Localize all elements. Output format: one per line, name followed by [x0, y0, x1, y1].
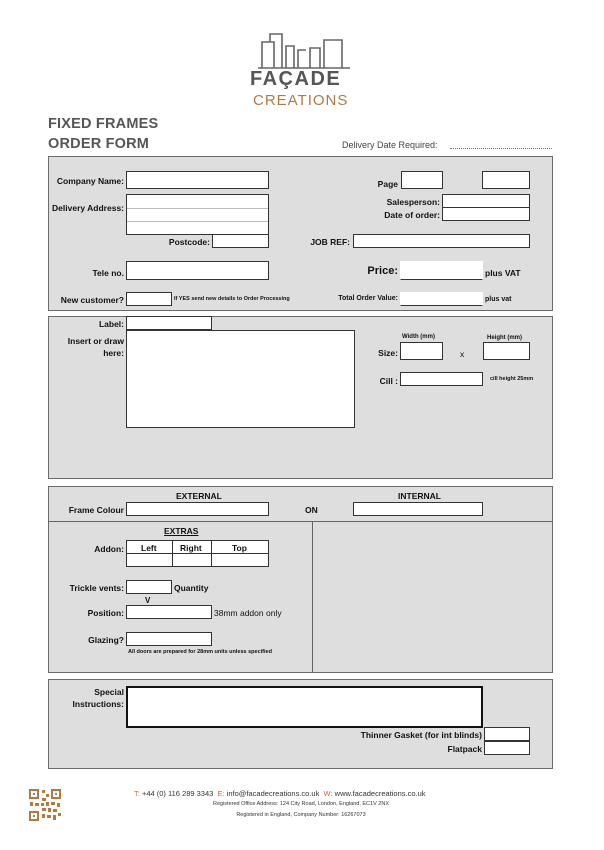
new-customer-input[interactable] — [126, 292, 172, 306]
company-name-label: Company Name: — [56, 176, 124, 186]
page-label: Page — [377, 179, 398, 189]
insert-draw-label-2: here: — [103, 348, 124, 358]
height-label: Height (mm) — [487, 335, 522, 341]
position-input[interactable] — [126, 605, 212, 619]
delivery-date-field[interactable] — [450, 148, 552, 149]
thinner-gasket-input[interactable] — [484, 727, 530, 741]
addon-right-label: Right — [180, 543, 202, 553]
external-colour-input[interactable] — [126, 502, 269, 516]
web-key: W: — [323, 789, 333, 798]
email-value[interactable]: info@facadecreations.co.uk — [226, 789, 320, 798]
addon-top-label: Top — [232, 543, 247, 553]
postcode-label: Postcode: — [168, 237, 210, 247]
page-input[interactable] — [401, 171, 443, 189]
address-line-2 — [127, 221, 268, 222]
addon-label: Addon: — [94, 544, 124, 554]
v-label: V — [145, 596, 151, 605]
glazing-label: Glazing? — [88, 635, 124, 645]
label-label: Label: — [98, 319, 124, 329]
frame-colour-label: Frame Colour — [68, 505, 124, 515]
date-of-order-input[interactable] — [442, 207, 530, 221]
section3-header-divider — [48, 521, 553, 522]
internal-heading: INTERNAL — [398, 491, 441, 501]
cill-label: Cill : — [379, 376, 398, 386]
insert-draw-label-1: Insert or draw — [67, 336, 124, 346]
addon-right-input[interactable] — [172, 553, 212, 567]
phone-key: T: — [134, 789, 140, 798]
tele-no-label: Tele no. — [92, 268, 124, 278]
times-label: x — [460, 349, 465, 359]
price-label: Price: — [367, 265, 398, 277]
special-instructions-input[interactable] — [126, 686, 483, 728]
logo-skyline-icon — [258, 30, 350, 70]
total-order-value-input[interactable] — [400, 292, 483, 306]
postcode-input[interactable] — [212, 234, 269, 248]
salesperson-input[interactable] — [442, 194, 530, 208]
email-key: E: — [217, 789, 225, 798]
special-instructions-label-1: Special — [94, 687, 124, 697]
brand-subtitle: CREATIONS — [253, 92, 349, 109]
address-line-1 — [127, 208, 268, 209]
date-of-order-label: Date of order: — [384, 210, 440, 220]
new-customer-label: New customer? — [60, 295, 124, 305]
plus-vat-lower-label: plus vat — [485, 296, 512, 303]
job-ref-input[interactable] — [353, 234, 530, 248]
plus-vat-label: plus VAT — [485, 268, 521, 278]
extras-heading: EXTRAS — [164, 526, 199, 536]
trickle-vents-input[interactable] — [126, 580, 172, 594]
page-of-input[interactable] — [482, 171, 530, 189]
special-instructions-label-2: Instructions: — [72, 699, 124, 709]
quantity-label: Quantity — [174, 583, 209, 593]
delivery-address-input[interactable] — [126, 194, 269, 235]
footer-contact-line — [134, 789, 426, 798]
phone-value: +44 (0) 116 289 3343 — [141, 789, 214, 798]
footer-company-number: Registered in England, Company Number: 16267073 — [236, 812, 366, 818]
qr-code-icon — [28, 788, 62, 822]
addon-top-input[interactable] — [211, 553, 269, 567]
on-label: ON — [305, 505, 318, 515]
width-input[interactable] — [400, 342, 443, 360]
tele-no-input[interactable] — [126, 261, 269, 280]
brand-name: FAÇADE — [250, 68, 342, 90]
trickle-vents-label: Trickle vents: — [69, 583, 124, 593]
size-label: Size: — [378, 348, 398, 358]
company-name-input[interactable] — [126, 171, 269, 189]
internal-colour-input[interactable] — [353, 502, 483, 516]
label-input[interactable] — [126, 316, 212, 330]
form-title-line2: ORDER FORM — [48, 136, 150, 152]
glazing-input[interactable] — [126, 632, 212, 646]
addon-left-input[interactable] — [126, 553, 173, 567]
position-label: Position: — [87, 608, 124, 618]
section3-column-divider — [312, 522, 313, 673]
job-ref-label: JOB REF: — [310, 237, 350, 247]
form-title-line1: FIXED FRAMES — [48, 116, 159, 132]
flatpack-input[interactable] — [484, 741, 530, 755]
delivery-address-label: Delivery Address: — [52, 203, 124, 213]
external-heading: EXTERNAL — [176, 491, 222, 501]
addon-only-note: 38mm addon only — [214, 608, 282, 618]
addon-left-label: Left — [141, 543, 157, 553]
cill-input[interactable] — [400, 372, 483, 386]
salesperson-label: Salesperson: — [386, 197, 440, 207]
doors-note: All doors are prepared for 28mm units unless specified — [128, 649, 272, 655]
width-label: Width (mm) — [402, 334, 435, 340]
cill-height-note: cill height 25mm — [490, 376, 534, 382]
thinner-gasket-label: Thinner Gasket (for int blinds) — [360, 730, 482, 740]
drawing-area[interactable] — [126, 330, 355, 428]
total-order-value-label: Total Order Value: — [338, 295, 398, 302]
web-value[interactable]: www.facadecreations.co.uk — [334, 789, 426, 798]
delivery-date-label: Delivery Date Required: — [342, 140, 438, 150]
price-input[interactable] — [400, 261, 483, 280]
flatpack-label: Flatpack — [447, 744, 482, 754]
new-customer-note: If YES send new details to Order Processing — [174, 296, 290, 302]
footer-address: Registered Office Address: 124 City Road, London, England, EC1V 2NX — [212, 801, 389, 807]
height-input[interactable] — [483, 342, 530, 360]
